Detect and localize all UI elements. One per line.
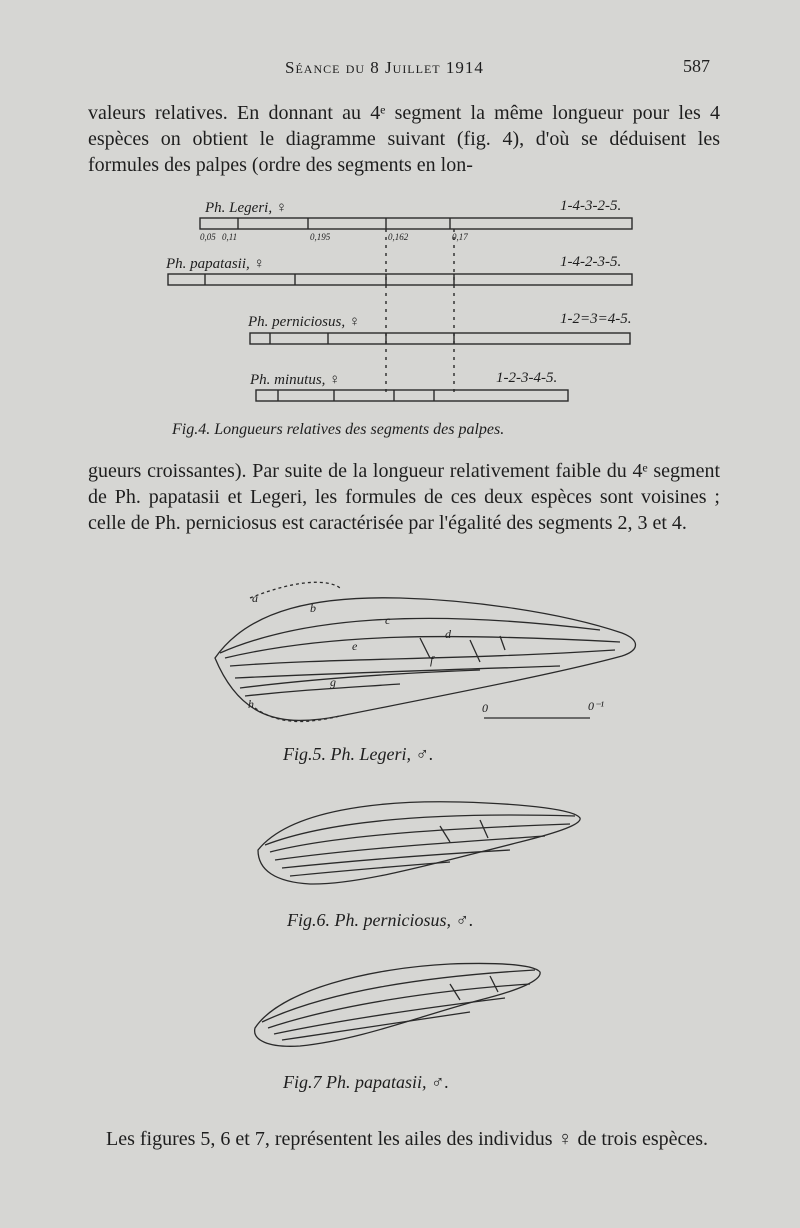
bar-perniciosus — [250, 333, 630, 344]
species-label-minutus: Ph. minutus, ♀ — [250, 372, 341, 388]
figure-5-caption: Fig.5. Ph. Legeri, ♂. — [283, 744, 434, 764]
paragraph-1: valeurs relatives. En donnant au 4ᵉ segment la même longueur pour les 4 espèces on obtient le diagramme suivant (fig. 4), d'où se déduisent les formules des palpes (ordre des segments en lon- — [88, 102, 720, 176]
wing-outline — [215, 598, 636, 721]
page-number: 587 — [683, 56, 710, 76]
formula-papatasii: 1-4-2-3-5. — [560, 254, 622, 270]
paragraph-3: Les figures 5, 6 et 7, représentent les ailes des individus ♀ de trois espèces. — [106, 1128, 709, 1150]
tick-label: 0,162 — [388, 232, 409, 242]
vein-letter: e — [352, 639, 358, 653]
bar-legeri — [200, 218, 632, 229]
species-label-perniciosus: Ph. perniciosus, ♀ — [248, 314, 361, 330]
figure-6-wing — [0, 790, 800, 900]
tick-label: 0,17 — [452, 232, 468, 242]
wing-outline — [258, 802, 580, 884]
running-title: Séance du 8 Juillet 1914 — [285, 58, 484, 77]
scale-label: 0⁻¹ — [588, 699, 604, 713]
vein-letter: h — [248, 697, 254, 711]
formula-legeri: 1-4-3-2-5. — [560, 198, 622, 214]
wing-outline — [255, 963, 540, 1046]
vein-letter: a — [252, 591, 258, 605]
formula-perniciosus: 1-2=3=4-5. — [560, 311, 632, 327]
scale-label: 0 — [482, 701, 488, 715]
vein-letter: f — [430, 653, 434, 667]
figure-4-caption: Fig.4. Longueurs relatives des segments des palpes. — [172, 421, 505, 438]
paragraph-2: gueurs croissantes). Par suite de la longueur relativement faible du 4ᵉ segment de Ph. papatasii et Legeri, les formules de ces deux espèces sont voisines ; celle de Ph. perniciosus est caractérisée par l'égalité des segments 2, 3 et 4. — [88, 460, 720, 534]
vein-letter: g — [330, 675, 336, 689]
formula-minutus: 1-2-3-4-5. — [496, 370, 558, 386]
tick-label: 0,05 — [200, 232, 216, 242]
vein-letter: c — [385, 613, 391, 627]
species-label-legeri: Ph. Legeri, ♀ — [205, 200, 288, 216]
bar-minutus — [256, 390, 568, 401]
vein-letter: b — [310, 601, 316, 615]
tick-label: 0,195 — [310, 232, 331, 242]
figure-4-diagram — [0, 0, 800, 460]
vein-letter: d — [445, 627, 451, 641]
species-label-papatasii: Ph. papatasii, ♀ — [166, 256, 265, 272]
figure-7-caption: Fig.7 Ph. papatasii, ♂. — [283, 1072, 449, 1092]
bar-papatasii — [168, 274, 632, 285]
figure-7-wing — [0, 950, 800, 1060]
tick-label: 0,11 — [222, 232, 238, 242]
figure-6-caption: Fig.6. Ph. perniciosus, ♂. — [287, 910, 474, 930]
